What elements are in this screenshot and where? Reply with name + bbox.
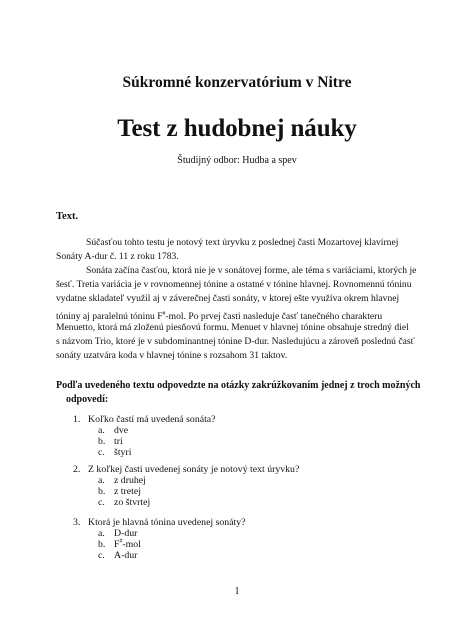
answer-option[interactable] xyxy=(98,475,146,486)
paragraph-line: Sonáty A-dur č. 11 z roku 1783. xyxy=(56,251,179,263)
instructions-line-1: Podľa uvedeného textu odpovedzte na otázky zakrúžkovaním jednej z troch možných xyxy=(56,380,421,391)
text-paragraph-1 xyxy=(56,236,422,264)
instructions-line-2: odpovedí: xyxy=(66,394,109,405)
option-text: štyri xyxy=(114,447,132,458)
answer-option[interactable] xyxy=(98,447,131,458)
paragraph-line: s názvom Trio, ktoré je v subdominantnej tónine D-dur. Nasledujúcu a zároveň poslednú časť xyxy=(56,335,415,347)
question-number: 3. xyxy=(73,517,81,528)
option-label: c. xyxy=(98,550,105,561)
school-name: Súkromné konzervatórium v Nitre xyxy=(122,74,352,91)
text-paragraph-2 xyxy=(56,264,422,363)
question-number: 2. xyxy=(73,464,81,475)
option-label: a. xyxy=(98,425,105,436)
answer-option[interactable] xyxy=(98,425,128,436)
option-label: a. xyxy=(98,528,105,539)
text-section-label: Text. xyxy=(56,211,79,222)
paragraph-line: Sonáta začína časťou, ktorá nie je v sonátovej forme, ale téma s variáciami, ktorých je xyxy=(86,265,417,276)
question-text: Koľko častí má uvedená sonáta? xyxy=(88,414,216,425)
question-text: Z koľkej časti uvedenej sonáty je notový text úryvku? xyxy=(88,464,300,475)
option-text: D-dur xyxy=(114,528,138,539)
option-text: A-dur xyxy=(114,550,138,561)
option-label: b. xyxy=(98,436,106,447)
option-text: z druhej xyxy=(114,475,146,486)
page-number: 1 xyxy=(234,586,240,597)
answer-option[interactable] xyxy=(98,539,141,550)
answer-option[interactable] xyxy=(98,486,141,497)
answer-option[interactable] xyxy=(98,550,137,561)
paragraph-line: šesť. Tretia variácia je v rovnomennej tónine a ostatné v tónine hlavnej. Rovnomennú tóninu xyxy=(56,279,412,291)
document-title: Test z hudobnej náuky xyxy=(117,115,357,142)
answer-option[interactable] xyxy=(98,528,137,539)
option-text: F#-mol xyxy=(114,539,141,551)
paragraph-line: Súčasťou tohto testu je notový text úryvku z poslednej časti Mozartovej klavírnej xyxy=(86,237,399,248)
paragraph-line: vydatne skladateľ využil aj v záverečnej časti sonáty, v ktorej ešte využíva okrem hlavnej xyxy=(56,293,400,305)
option-label: c. xyxy=(98,497,105,508)
answer-option[interactable] xyxy=(98,436,123,447)
option-label: c. xyxy=(98,447,105,458)
instructions xyxy=(56,379,421,407)
option-text: zo štvrtej xyxy=(114,497,151,508)
option-label: b. xyxy=(98,486,106,497)
paragraph-line: sonáty uzatvára koda v hlavnej tónine s rozsahom 31 taktov. xyxy=(56,350,288,362)
question-text: Ktorá je hlavná tónina uvedenej sonáty? xyxy=(88,517,246,528)
answer-option[interactable] xyxy=(98,497,150,508)
option-label: a. xyxy=(98,475,105,486)
option-label: b. xyxy=(98,539,106,551)
paragraph-line: Menuetto, ktorá má zloženú piesňovú formu. Menuet v hlavnej tónine obsahuje stredný diel xyxy=(56,321,409,333)
question-number: 1. xyxy=(73,414,81,425)
field-of-study: Študijný odbor: Hudba a spev xyxy=(177,155,297,166)
option-text: dve xyxy=(114,425,129,436)
paragraph-line: tóniny aj paralelnú tóninu F#-mol. Po prvej časti nasleduje časť tanečného charakteru xyxy=(56,310,383,322)
option-text: z tretej xyxy=(114,486,141,497)
option-text: tri xyxy=(114,436,123,447)
